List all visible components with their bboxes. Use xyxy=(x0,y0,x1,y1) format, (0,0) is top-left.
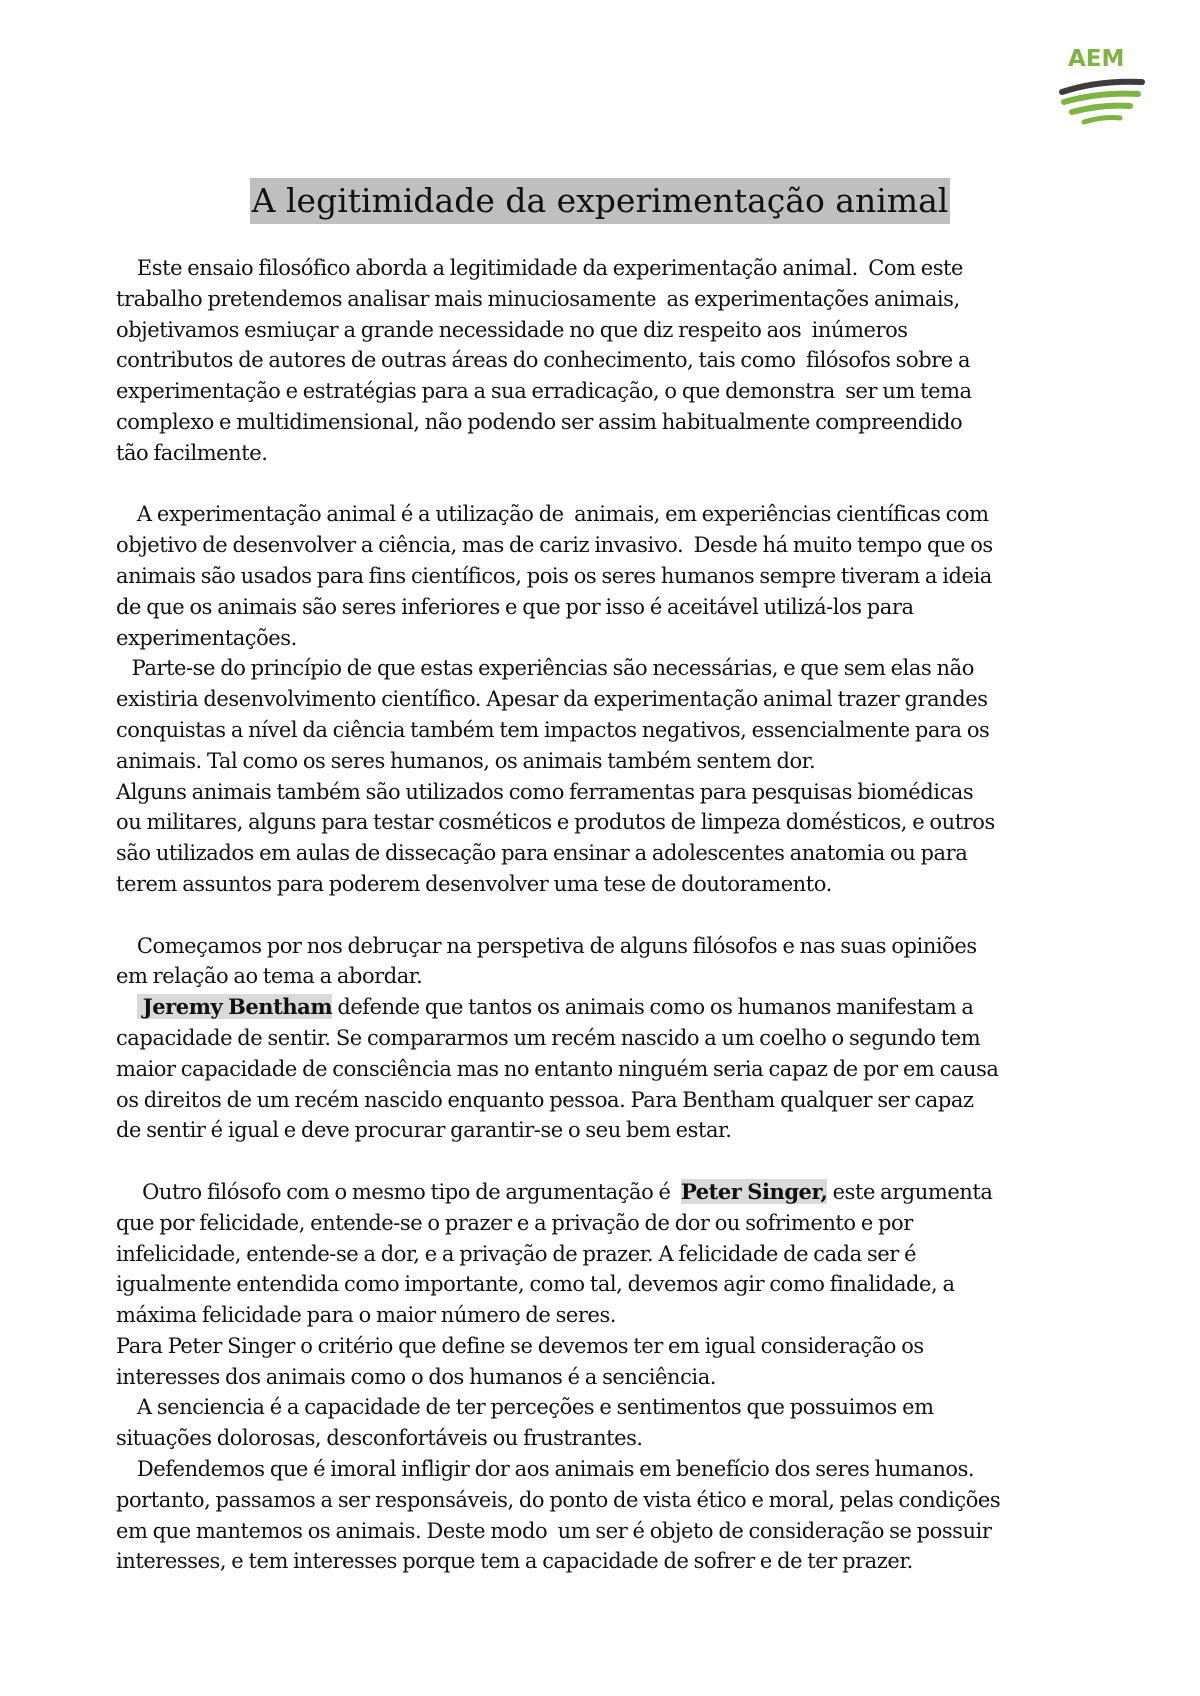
text-line: de que os animais são seres inferiores e que por isso é aceitável utilizá-los para xyxy=(116,594,914,619)
paragraph-bentham xyxy=(116,931,1116,1147)
title-wrap xyxy=(0,178,1200,224)
text-line: máxima felicidade para o maior número de seres. xyxy=(116,1303,617,1328)
text-line: os direitos de um recém nascido enquanto pessoa. Para Bentham qualquer ser capaz xyxy=(116,1087,974,1112)
text-line: animais são usados para fins científicos, pois os seres humanos sempre tiveram a ideia xyxy=(116,563,992,588)
document-title: A legitimidade da experimentação animal xyxy=(250,178,951,224)
text-line: que por felicidade, entende-se o prazer e a privação de dor ou sofrimento e por xyxy=(116,1210,913,1235)
text-line: contributos de autores de outras áreas do conhecimento, tais como filósofos sobre a xyxy=(116,348,971,373)
text-line: Alguns animais também são utilizados como ferramentas para pesquisas biomédicas xyxy=(116,779,974,804)
text-line: em relação ao tema a abordar. xyxy=(116,964,423,989)
text-line: tão facilmente. xyxy=(116,440,268,465)
text-line: objetivamos esmiuçar a grande necessidade no que diz respeito aos inúmeros xyxy=(116,317,908,342)
text-line-singer xyxy=(116,1177,1116,1208)
paragraph-intro xyxy=(116,253,1116,469)
paragraph-gap xyxy=(116,469,1116,500)
paragraph-gap xyxy=(116,1146,1116,1177)
paragraph-gap xyxy=(116,900,1116,931)
text-line: terem assuntos para poderem desenvolver uma tese de doutoramento. xyxy=(116,871,832,896)
text-line: Defendemos que é imoral infligir dor aos animais em benefício dos seres humanos. xyxy=(116,1457,975,1482)
indent xyxy=(116,995,137,1019)
text-line: interesses dos animais como o dos humanos é a senciência. xyxy=(116,1364,716,1389)
logo-text: AEM xyxy=(1068,46,1125,72)
highlight-peter-singer: Peter Singer, xyxy=(680,1178,828,1204)
text-line: complexo e multidimensional, não podendo ser assim habitualmente compreendido xyxy=(116,409,963,434)
text-line: Para Peter Singer o critério que define se devemos ter em igual consideração os xyxy=(116,1333,924,1358)
text-line: ou militares, alguns para testar cosméticos e produtos de limpeza domésticos, e outros xyxy=(116,810,995,835)
text-line: objetivo de desenvolver a ciência, mas de cariz invasivo. Desde há muito tempo que os xyxy=(116,533,993,558)
text-line: capacidade de sentir. Se compararmos um recém nascido a um coelho o segundo tem xyxy=(116,1025,981,1050)
text-line: são utilizados em aulas de dissecação para ensinar a adolescentes anatomia ou para xyxy=(116,841,968,866)
text-line: situações dolorosas, desconfortáveis ou frustrantes. xyxy=(116,1426,643,1451)
text-line: Começamos por nos debruçar na perspetiva de alguns filósofos e nas suas opiniões xyxy=(116,933,977,958)
text-line: portanto, passamos a ser responsáveis, do ponto de vista ético e moral, pelas condições xyxy=(116,1487,1001,1512)
text-line: de sentir é igual e deve procurar garantir-se o seu bem estar. xyxy=(116,1118,732,1143)
paragraph-singer xyxy=(116,1177,1116,1577)
text-line: interesses, e tem interesses porque tem a capacidade de sofrer e de ter prazer. xyxy=(116,1549,913,1574)
logo-swoosh-icon xyxy=(1058,72,1148,132)
text-line: igualmente entendida como importante, como tal, devemos agir como finalidade, a xyxy=(116,1272,955,1297)
text-line: existiria desenvolvimento científico. Apesar da experimentação animal trazer grandes xyxy=(116,687,988,712)
text-line: Parte-se do princípio de que estas experiências são necessárias, e que sem elas não xyxy=(116,656,974,681)
highlight-jeremy-bentham: Jeremy Bentham xyxy=(136,994,333,1020)
text-line: maior capacidade de consciência mas no entanto ninguém seria capaz de por em causa xyxy=(116,1056,999,1081)
text-run: defende que tantos os animais como os humanos manifestam a xyxy=(332,995,974,1020)
text-line: em que mantemos os animais. Deste modo um ser é objeto de consideração se possuir xyxy=(116,1518,992,1543)
text-line: animais. Tal como os seres humanos, os animais também sentem dor. xyxy=(116,748,816,773)
text-line: trabalho pretendemos analisar mais minuciosamente as experimentações animais, xyxy=(116,286,960,311)
text-line: Este ensaio filosófico aborda a legitimidade da experimentação animal. Com este xyxy=(116,256,964,280)
text-line: experimentação e estratégias para a sua erradicação, o que demonstra ser um tema xyxy=(116,379,972,404)
text-line-bentham xyxy=(116,992,1116,1023)
paragraph-experimentation xyxy=(116,499,1116,899)
document-body xyxy=(116,253,1116,1577)
text-run: Outro filósofo com o mesmo tipo de argumentação é xyxy=(116,1179,681,1204)
text-line: conquistas a nível da ciência também tem impactos negativos, essencialmente para os xyxy=(116,717,990,742)
aem-logo xyxy=(1058,46,1148,130)
text-line: A experimentação animal é a utilização de animais, em experiências científicas com xyxy=(116,502,989,527)
text-run: este argumenta xyxy=(827,1179,993,1204)
text-line: infelicidade, entende-se a dor, e a privação de prazer. A felicidade de cada ser é xyxy=(116,1241,917,1266)
text-line: A senciencia é a capacidade de ter perceções e sentimentos que possuimos em xyxy=(116,1395,934,1420)
text-line: experimentações. xyxy=(116,625,297,650)
